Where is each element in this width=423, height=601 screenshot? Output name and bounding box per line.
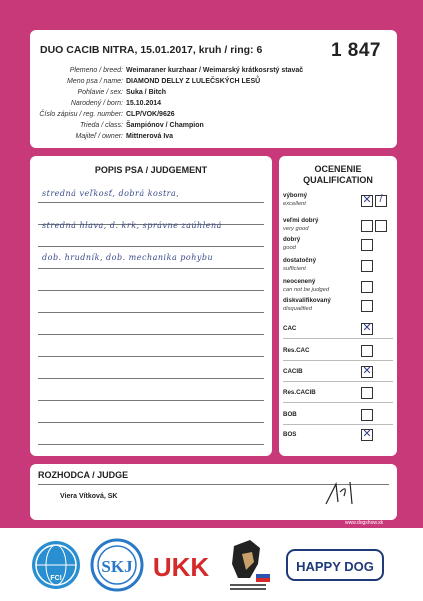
dog-info-value: Šampiónov / Champion (126, 122, 204, 129)
dog-info-row (30, 99, 397, 109)
handwritten-judgement-text: stredná hlava, d. krk, správne zaúhlená (42, 221, 222, 230)
title-award-checkbox[interactable] (361, 345, 373, 357)
judge-name: Viera Vítková, SK (60, 493, 118, 500)
grade-label: dobrý (283, 236, 301, 243)
fci-logo (30, 534, 82, 596)
ruled-line (38, 378, 264, 379)
skj-logo (89, 534, 145, 596)
grade-checkbox[interactable] (375, 195, 387, 207)
check-mark-icon: / (379, 193, 383, 205)
grade-sublabel: good (283, 245, 296, 251)
grade-checkbox[interactable] (361, 300, 373, 312)
grade-sublabel: sufficient (283, 266, 306, 272)
check-mark-icon: ✕ (362, 194, 372, 206)
dog-info-label: Narodený / born: (70, 100, 123, 107)
judge-panel (30, 464, 397, 520)
grade-label: veľmi dobrý (283, 217, 319, 224)
dog-info-label: Majiteľ / owner: (75, 133, 123, 140)
judge-signature (322, 478, 362, 508)
dog-info-row (30, 88, 397, 98)
grade-checkbox[interactable] (361, 239, 373, 251)
ruled-line (38, 312, 264, 313)
ruled-line (38, 444, 264, 445)
grade-checkbox[interactable] (361, 260, 373, 272)
catalog-number: 1 847 (330, 40, 381, 61)
title-award-label: Res.CAC (283, 347, 310, 354)
skj-logo-text: SKJ (101, 557, 133, 576)
show-title: DUO CACIB NITRA, 15.01.2017, kruh / ring: 6 (40, 44, 263, 56)
qualification-divider (283, 338, 393, 339)
ruled-line (38, 202, 264, 203)
dog-info-row (30, 132, 397, 142)
grade-checkbox[interactable] (375, 220, 387, 232)
happy-dog-logo-text: HAPPY DOG (296, 559, 374, 574)
qualification-title-line1: OCENENIE (314, 164, 362, 174)
handwritten-judgement-text: dob. hrudník, dob. mechanika pohybu (42, 253, 214, 262)
grade-sublabel: disqualified (283, 306, 313, 312)
happy-dog-logo (285, 534, 385, 596)
title-award-checkbox[interactable] (361, 323, 373, 335)
judgement-panel (30, 156, 272, 456)
ruled-line (38, 356, 264, 357)
grade-label: neocenený (283, 278, 316, 285)
dog-info-label: Pohlavie / sex: (77, 89, 123, 96)
grade-sublabel: excellent (283, 201, 306, 207)
grade-label: diskvalifikovaný (283, 297, 331, 304)
dog-info-label: Trieda / class: (79, 122, 123, 129)
qualification-divider (283, 381, 393, 382)
judgement-title: POPIS PSA / JUDGEMENT (94, 165, 208, 175)
grade-label: dostatočný (283, 257, 317, 264)
dog-info-row (30, 66, 397, 76)
ruled-line (38, 334, 264, 335)
grade-checkbox[interactable] (361, 195, 373, 207)
title-award-label: CACIB (283, 368, 303, 375)
dog-info-label: Číslo zápisu / reg. number: (39, 111, 123, 118)
title-award-label: Res.CACIB (283, 389, 316, 396)
ruled-line (38, 422, 264, 423)
dog-info-value: Weimaraner kurzhaar / Weimarský krátkosrstý stavač (126, 67, 304, 74)
fci-logo-text: FCI (50, 575, 62, 582)
ruled-line (38, 246, 264, 247)
dog-info-label: Meno psa / name: (66, 78, 123, 85)
grade-checkbox[interactable] (361, 220, 373, 232)
qualification-divider (283, 360, 393, 361)
dog-info-row (30, 121, 397, 131)
title-award-checkbox[interactable] (361, 429, 373, 441)
grade-checkbox[interactable] (361, 281, 373, 293)
qualification-divider (283, 402, 393, 403)
dog-info-value: CLP/VOK/9626 (126, 111, 175, 118)
judge-title: ROZHODCA / JUDGE (38, 470, 129, 480)
handwritten-judgement-text: stredná veľkosť, dobrá kostra, (42, 189, 180, 198)
qualification-panel (279, 156, 397, 456)
check-mark-icon: ✕ (362, 365, 372, 377)
dog-info-label: Plemeno / breed: (69, 67, 123, 74)
qualification-title-line2: QUALIFICATION (303, 175, 373, 185)
title-award-checkbox[interactable] (361, 409, 373, 421)
title-award-checkbox[interactable] (361, 387, 373, 399)
title-award-label: BOB (283, 411, 297, 418)
dog-info-value: Mittnerová Iva (126, 133, 174, 140)
dog-info-value: 15.10.2014 (126, 100, 162, 107)
dog-info-row (30, 110, 397, 120)
grade-sublabel: very good (283, 226, 309, 232)
dog-info-value: DIAMOND DELLY Z LULEČSKÝCH LESŮ (126, 78, 261, 85)
ukk-logo-text: UKK (152, 552, 210, 582)
ruled-line (38, 290, 264, 291)
slovak-kennel-club-logo (220, 534, 276, 596)
website-link[interactable]: www.dogshow.sk (345, 520, 384, 526)
check-mark-icon: ✕ (362, 322, 372, 334)
ukk-logo (150, 534, 212, 596)
qualification-divider (283, 424, 393, 425)
ruled-line (38, 268, 264, 269)
grade-label: výborný (283, 192, 308, 199)
dog-info-value: Suka / Bitch (126, 89, 167, 96)
title-award-label: CAC (283, 325, 297, 332)
dog-info-panel (30, 30, 397, 148)
grade-sublabel: can not be judged (283, 287, 330, 293)
check-mark-icon: ✕ (362, 428, 372, 440)
ruled-line (38, 400, 264, 401)
title-award-checkbox[interactable] (361, 366, 373, 378)
title-award-label: BOS (283, 431, 297, 438)
dog-info-row (30, 77, 397, 87)
